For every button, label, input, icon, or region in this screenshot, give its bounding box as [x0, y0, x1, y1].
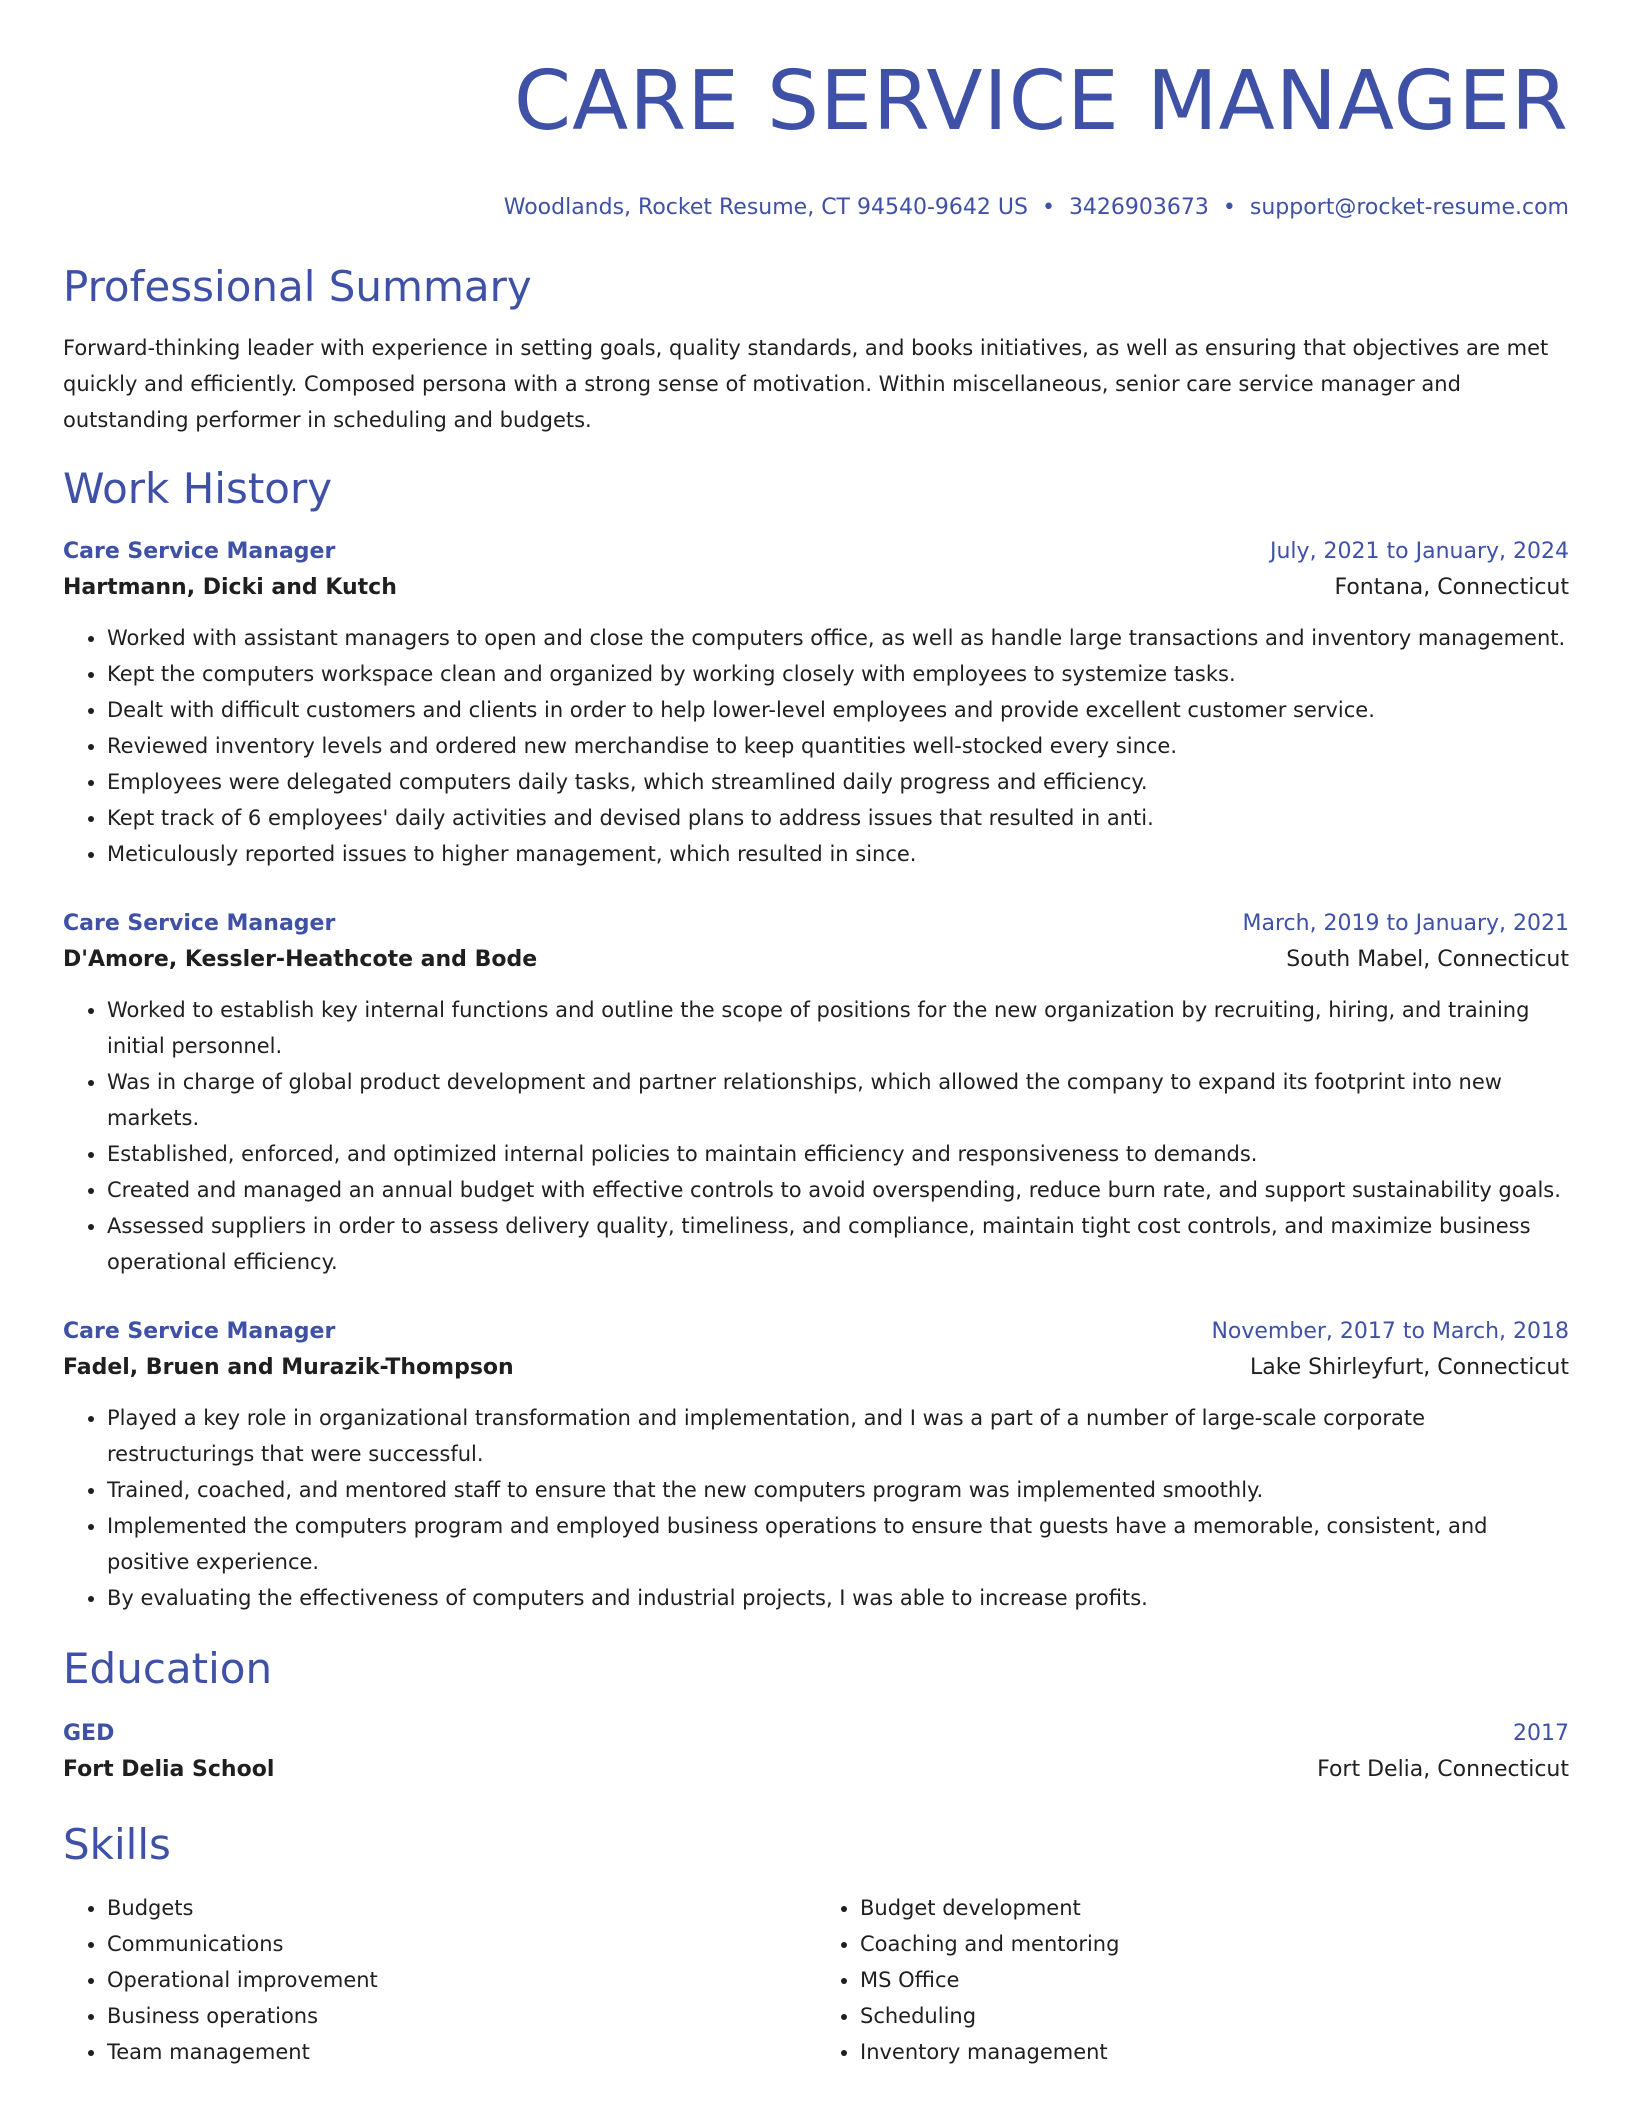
job-subheader: [63, 1350, 1569, 1386]
education-year: 2017: [1513, 1721, 1569, 1746]
bullet-item: • Assessed suppliers in order to assess delivery quality, timeliness, and compliance, maintain tight cost controls, and maximize business operational efficiency.: [107, 1208, 1569, 1280]
job-company: D'Amore, Kessler-Heathcote and Bode: [63, 947, 538, 972]
skill-item: • Team management: [107, 2034, 816, 2070]
education-header: [63, 1716, 1569, 1752]
skills-heading: Skills: [63, 1820, 171, 1869]
bullet-item: • Implemented the computers program and employed business operations to ensure that guests have a memorable, consistent, and positive experience.: [107, 1508, 1569, 1580]
education-school: Fort Delia School: [63, 1757, 275, 1782]
job-title: Care Service Manager: [63, 1319, 336, 1344]
education-entry: [63, 1716, 1569, 1788]
job-header: [63, 1314, 1569, 1350]
bullet-item: • Dealt with difficult customers and clients in order to help lower-level employees and provide excellent customer service.: [107, 692, 1569, 728]
skill-item: • Budgets: [107, 1890, 816, 1926]
job-bullets: [63, 620, 1569, 872]
bullet-item: • Employees were delegated computers daily tasks, which streamlined daily progress and efficiency.: [107, 764, 1569, 800]
job-dates: July, 2021 to January, 2024: [1270, 539, 1569, 564]
job-title: Care Service Manager: [63, 539, 336, 564]
skill-item: • Business operations: [107, 1998, 816, 2034]
bullet-item: • Kept track of 6 employees' daily activities and devised plans to address issues that resulted in anti.: [107, 800, 1569, 836]
bullet-item: • Reviewed inventory levels and ordered new merchandise to keep quantities well-stocked every since.: [107, 728, 1569, 764]
summary-heading: Professional Summary: [63, 262, 532, 311]
contact-phone: 3426903673: [1068, 195, 1209, 220]
job-location: Fontana, Connecticut: [1334, 575, 1569, 600]
contact-email[interactable]: support@rocket-resume.com: [1249, 195, 1569, 220]
job-entry: [63, 534, 1569, 872]
job-location: Lake Shirleyfurt, Connecticut: [1249, 1355, 1569, 1380]
skills-columns: [63, 1890, 1569, 2070]
bullet-item: • Established, enforced, and optimized internal policies to maintain efficiency and responsiveness to demands.: [107, 1136, 1569, 1172]
job-dates: March, 2019 to January, 2021: [1242, 911, 1569, 936]
job-entry: [63, 1314, 1569, 1616]
skill-item: • Scheduling: [860, 1998, 1569, 2034]
bullet-item: • Created and managed an annual budget with effective controls to avoid overspending, reduce burn rate, and support sustainability goals.: [107, 1172, 1569, 1208]
job-subheader: [63, 942, 1569, 978]
skill-item: • Communications: [107, 1926, 816, 1962]
skills-left-column: [63, 1890, 816, 2070]
bullet-item: • Kept the computers workspace clean and organized by working closely with employees to systemize tasks.: [107, 656, 1569, 692]
bullet-item: • Was in charge of global product development and partner relationships, which allowed the company to expand its footprint into new markets.: [107, 1064, 1569, 1136]
job-header: [63, 906, 1569, 942]
contact-address: Woodlands, Rocket Resume, CT 94540-9642 US: [503, 195, 1028, 220]
bullet-item: • Worked to establish key internal functions and outline the scope of positions for the new organization by recruiting, hiring, and training initial personnel.: [107, 992, 1569, 1064]
bullet-item: • Trained, coached, and mentored staff to ensure that the new computers program was implemented smoothly.: [107, 1472, 1569, 1508]
bullet-item: • Played a key role in organizational transformation and implementation, and I was a part of a number of large-scale corporate restructurings that were successful.: [107, 1400, 1569, 1472]
skill-item: • Inventory management: [860, 2034, 1569, 2070]
summary-text: Forward-thinking leader with experience in setting goals, quality standards, and books initiatives, as well as ensuring that objectives are met quickly and efficiently. Composed persona with a strong sense of motivation. Within miscellaneous, senior care service manager and outstanding performer in scheduling and budgets.: [63, 336, 1549, 432]
contact-separator: •: [1222, 195, 1236, 220]
contact-separator: •: [1041, 195, 1055, 220]
skill-item: • Operational improvement: [107, 1962, 816, 1998]
skill-item: • MS Office: [860, 1962, 1569, 1998]
job-entry: [63, 906, 1569, 1280]
education-location: Fort Delia, Connecticut: [1317, 1757, 1569, 1782]
skill-item: • Coaching and mentoring: [860, 1926, 1569, 1962]
bullet-item: • Meticulously reported issues to higher management, which resulted in since.: [107, 836, 1569, 872]
education-degree: GED: [63, 1721, 115, 1746]
job-dates: November, 2017 to March, 2018: [1211, 1319, 1569, 1344]
job-company: Fadel, Bruen and Murazik-Thompson: [63, 1355, 514, 1380]
work-history-heading: Work History: [63, 464, 333, 513]
bullet-item: • By evaluating the effectiveness of computers and industrial projects, I was able to increase profits.: [107, 1580, 1569, 1616]
job-bullets: [63, 992, 1569, 1280]
bullet-item: • Worked with assistant managers to open and close the computers office, as well as handle large transactions and inventory management.: [107, 620, 1569, 656]
education-heading: Education: [63, 1644, 273, 1693]
job-header: [63, 534, 1569, 570]
job-bullets: [63, 1400, 1569, 1616]
job-company: Hartmann, Dicki and Kutch: [63, 575, 397, 600]
job-title: Care Service Manager: [63, 911, 336, 936]
skill-item: • Budget development: [860, 1890, 1569, 1926]
education-subheader: [63, 1752, 1569, 1788]
contact-line: [63, 194, 1569, 222]
job-location: South Mabel, Connecticut: [1286, 947, 1569, 972]
job-subheader: [63, 570, 1569, 606]
skills-right-column: [816, 1890, 1569, 2070]
candidate-name: CARE SERVICE MANAGER: [513, 54, 1569, 149]
